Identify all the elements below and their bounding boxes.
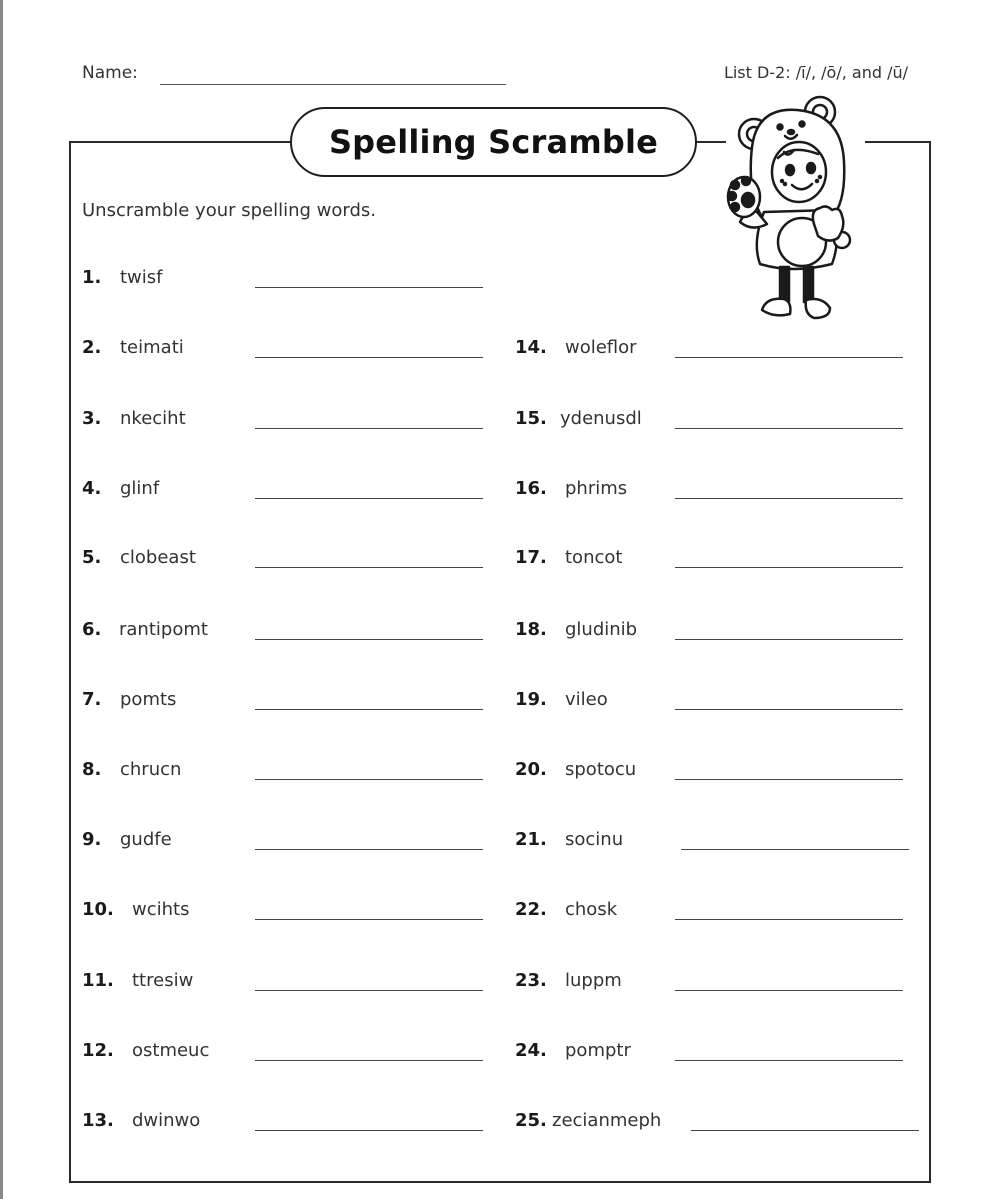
answer-line[interactable] bbox=[255, 498, 483, 499]
item-number: 3. bbox=[82, 408, 102, 429]
item-number: 11. bbox=[82, 970, 114, 991]
scrambled-word: chosk bbox=[565, 899, 618, 920]
answer-line[interactable] bbox=[255, 357, 483, 358]
list-label: List D-2: /ī/, /ō/, and /ū/ bbox=[723, 63, 908, 82]
scrambled-word: ydenusdl bbox=[560, 408, 642, 429]
answer-line[interactable] bbox=[675, 709, 903, 710]
item-number: 8. bbox=[82, 759, 102, 780]
answer-line[interactable] bbox=[675, 567, 903, 568]
item-number: 25. bbox=[515, 1110, 547, 1131]
item-number: 10. bbox=[82, 899, 114, 920]
item-number: 6. bbox=[82, 619, 102, 640]
scrambled-word: gudfe bbox=[120, 829, 172, 850]
scrambled-word: nkeciht bbox=[120, 408, 186, 429]
item-number: 5. bbox=[82, 547, 102, 568]
scrambled-word: luppm bbox=[565, 970, 622, 991]
answer-line[interactable] bbox=[255, 1060, 483, 1061]
answer-line[interactable] bbox=[255, 639, 483, 640]
item-number: 14. bbox=[515, 337, 547, 358]
item-number: 24. bbox=[515, 1040, 547, 1061]
child-in-bear-costume-waving-icon bbox=[722, 92, 872, 332]
answer-line[interactable] bbox=[255, 919, 483, 920]
answer-line[interactable] bbox=[255, 709, 483, 710]
item-number: 17. bbox=[515, 547, 547, 568]
scrambled-word: wcihts bbox=[132, 899, 190, 920]
answer-line[interactable] bbox=[255, 990, 483, 991]
scrambled-word: toncot bbox=[565, 547, 623, 568]
instructions-text: Unscramble your spelling words. bbox=[82, 200, 377, 221]
scrambled-word: socinu bbox=[565, 829, 624, 850]
item-number: 23. bbox=[515, 970, 547, 991]
name-field[interactable] bbox=[160, 84, 506, 85]
item-number: 15. bbox=[515, 408, 547, 429]
scrambled-word: pomts bbox=[120, 689, 177, 710]
item-number: 16. bbox=[515, 478, 547, 499]
scrambled-word: spotocu bbox=[565, 759, 637, 780]
page-edge-divider bbox=[0, 0, 3, 1199]
scrambled-word: woleflor bbox=[565, 337, 637, 358]
item-number: 12. bbox=[82, 1040, 114, 1061]
answer-line[interactable] bbox=[675, 779, 903, 780]
item-number: 7. bbox=[82, 689, 102, 710]
answer-line[interactable] bbox=[255, 779, 483, 780]
item-number: 2. bbox=[82, 337, 102, 358]
answer-line[interactable] bbox=[255, 287, 483, 288]
scrambled-word: dwinwo bbox=[132, 1110, 201, 1131]
scrambled-word: glinf bbox=[120, 478, 160, 499]
scrambled-word: rantipomt bbox=[119, 619, 208, 640]
item-number: 19. bbox=[515, 689, 547, 710]
answer-line[interactable] bbox=[255, 428, 483, 429]
scrambled-word: teimati bbox=[120, 337, 184, 358]
scrambled-word: zecianmeph bbox=[552, 1110, 662, 1131]
answer-line[interactable] bbox=[675, 428, 903, 429]
answer-line[interactable] bbox=[675, 639, 903, 640]
answer-line[interactable] bbox=[675, 919, 903, 920]
scrambled-word: gludinib bbox=[565, 619, 638, 640]
title-banner bbox=[290, 107, 697, 177]
page-title: Spelling Scramble bbox=[328, 123, 659, 161]
item-number: 4. bbox=[82, 478, 102, 499]
answer-line[interactable] bbox=[675, 498, 903, 499]
answer-line[interactable] bbox=[681, 849, 909, 850]
answer-line[interactable] bbox=[675, 1060, 903, 1061]
answer-line[interactable] bbox=[255, 849, 483, 850]
item-number: 20. bbox=[515, 759, 547, 780]
answer-line[interactable] bbox=[675, 990, 903, 991]
item-number: 1. bbox=[82, 267, 102, 288]
scrambled-word: clobeast bbox=[120, 547, 196, 568]
item-number: 18. bbox=[515, 619, 547, 640]
frame-top-border bbox=[865, 141, 931, 143]
item-number: 9. bbox=[82, 829, 102, 850]
frame-top-border bbox=[69, 141, 291, 143]
name-label: Name: bbox=[82, 63, 138, 83]
scrambled-word: ostmeuc bbox=[132, 1040, 210, 1061]
scrambled-word: ttresiw bbox=[132, 970, 194, 991]
scrambled-word: chrucn bbox=[120, 759, 182, 780]
scrambled-word: vileo bbox=[565, 689, 608, 710]
answer-line[interactable] bbox=[255, 1130, 483, 1131]
item-number: 13. bbox=[82, 1110, 114, 1131]
scrambled-word: phrims bbox=[565, 478, 628, 499]
item-number: 21. bbox=[515, 829, 547, 850]
scrambled-word: twisf bbox=[120, 267, 163, 288]
answer-line[interactable] bbox=[691, 1130, 919, 1131]
item-number: 22. bbox=[515, 899, 547, 920]
answer-line[interactable] bbox=[255, 567, 483, 568]
scrambled-word: pomptr bbox=[565, 1040, 631, 1061]
answer-line[interactable] bbox=[675, 357, 903, 358]
